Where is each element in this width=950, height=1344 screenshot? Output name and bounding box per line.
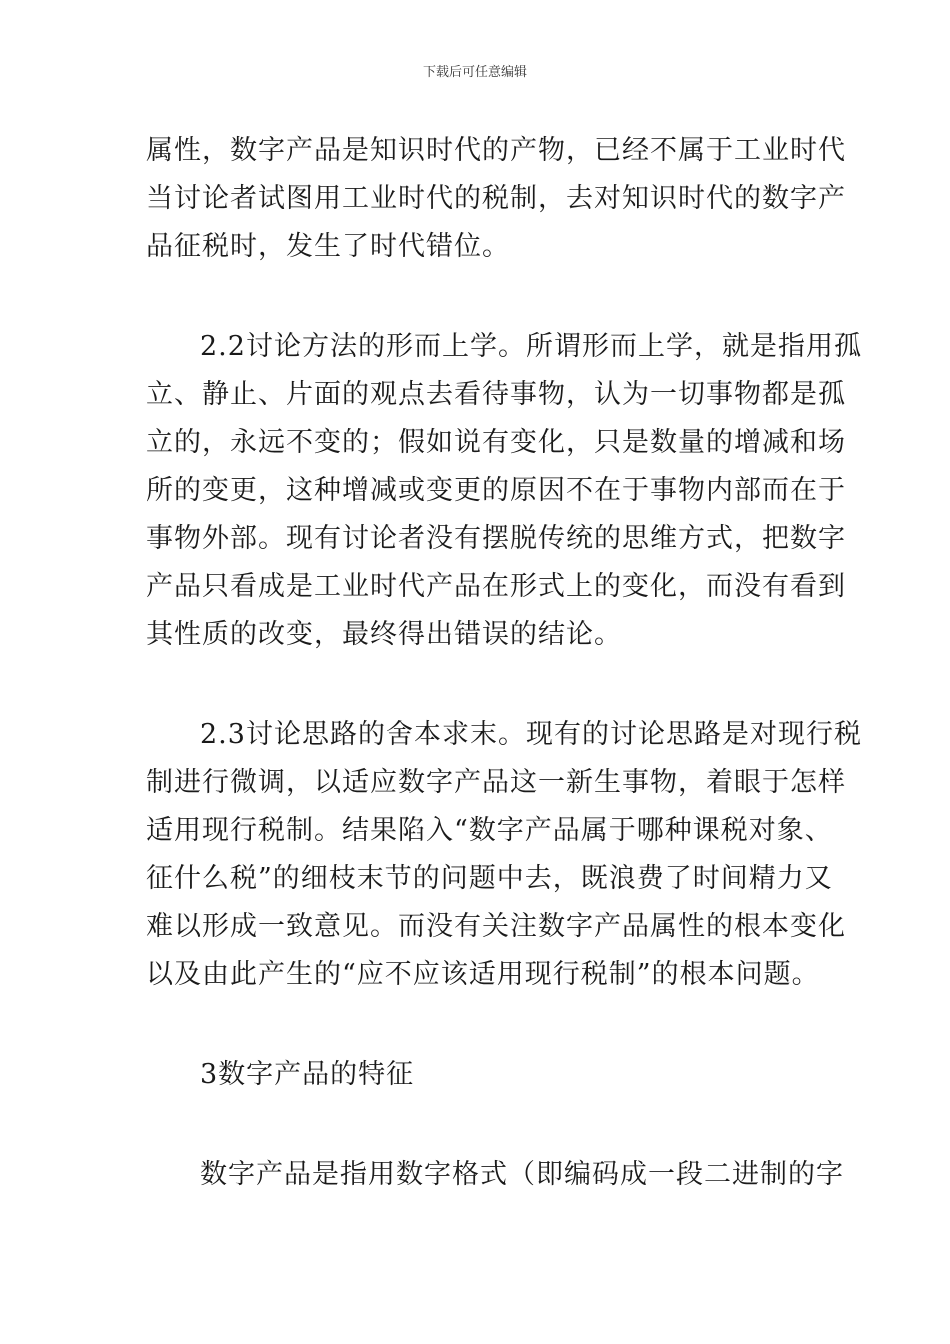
paragraph-continuation (146, 127, 846, 271)
document-body (146, 127, 862, 1199)
text-line: 立的，永远不变的；假如说有变化，只是数量的增减和场 (146, 427, 846, 458)
text-line: 数字产品是指用数字格式（即编码成一段二进制的字 (200, 1159, 844, 1190)
text-line: 当讨论者试图用工业时代的税制，去对知识时代的数字产 (146, 183, 846, 214)
text-line: 制进行微调，以适应数字产品这一新生事物，着眼于怎样 (146, 767, 846, 798)
paragraph-section-2-2 (146, 323, 862, 659)
paragraph-section-3 (146, 1151, 844, 1199)
text-line: 难以形成一致意见。而没有关注数字产品属性的根本变化 (146, 911, 846, 942)
page-header: 下载后可任意编辑 (422, 65, 527, 80)
text-line: 所的变更，这种增减或变更的原因不在于事物内部而在于 (146, 475, 846, 506)
paragraph-section-2-3 (146, 711, 862, 999)
section-heading-3 (146, 1051, 806, 1099)
text-line: 产品只看成是工业时代产品在形式上的变化，而没有看到 (146, 571, 846, 602)
text-line: 适用现行税制。结果陷入“数字产品属于哪种课税对象、 (146, 815, 833, 846)
text-line: 立、静止、片面的观点去看待事物，认为一切事物都是孤 (146, 379, 846, 410)
text-line: 事物外部。现有讨论者没有摆脱传统的思维方式，把数字 (146, 523, 846, 554)
section-heading: 3数字产品的特征 (200, 1059, 415, 1090)
text-line: 其性质的改变，最终得出错误的结论。 (146, 619, 622, 650)
text-line: 2.3讨论思路的舍本求末。现有的讨论思路是对现行税 (200, 719, 862, 750)
text-line: 征什么税”的细枝末节的问题中去，既浪费了时间精力又 (146, 863, 833, 894)
text-line: 品征税时，发生了时代错位。 (146, 231, 510, 262)
text-line: 属性，数字产品是知识时代的产物，已经不属于工业时代 (146, 135, 846, 166)
text-line: 2.2讨论方法的形而上学。所谓形而上学，就是指用孤 (200, 331, 862, 362)
text-line: 以及由此产生的“应不应该适用现行税制”的根本问题。 (146, 959, 820, 990)
